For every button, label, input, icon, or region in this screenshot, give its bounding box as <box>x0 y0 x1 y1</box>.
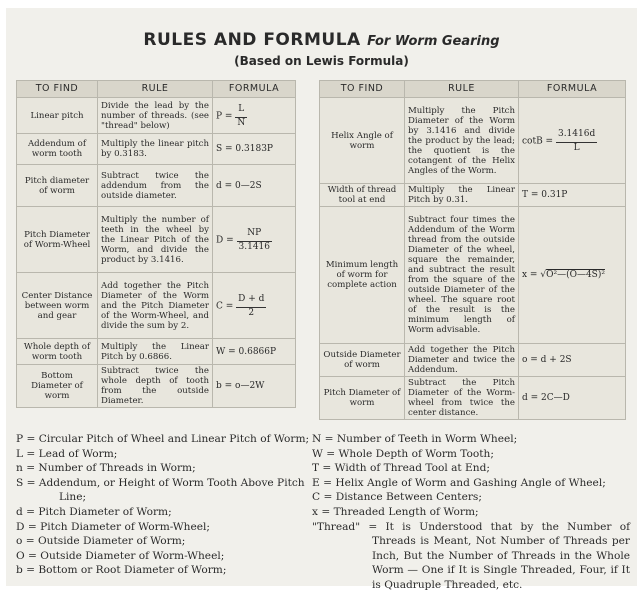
formula-lhs: P = <box>216 111 233 121</box>
header-rule: RULE <box>405 81 519 98</box>
table-row <box>17 134 296 165</box>
header-formula: FORMULA <box>213 81 296 98</box>
legend-entry: W = Whole Depth of Worm Tooth; <box>312 447 494 460</box>
fraction-numerator: 3.1416d <box>557 128 596 139</box>
formula-lhs: x = √ <box>522 270 547 280</box>
legend-entry: n = Number of Threads in Worm; <box>16 462 196 475</box>
cell-formula <box>519 207 626 344</box>
table-row <box>17 365 296 408</box>
cell-formula: o = d + 2S <box>519 344 626 377</box>
formula-table-left <box>16 80 296 408</box>
legend-entry: P = Circular Pitch of Wheel and Linear Pitch of Worm; <box>16 433 310 445</box>
formula-fraction <box>237 228 273 252</box>
cell-to-find: Width of thread tool at end <box>320 184 405 207</box>
fraction-denominator: N <box>237 117 246 128</box>
legend-entry: N = Number of Teeth in Worm Wheel; <box>312 433 518 445</box>
cell-formula <box>213 98 296 134</box>
fraction-numerator: NP <box>247 227 262 238</box>
cell-to-find: Pitch Diameter of worm <box>320 377 405 420</box>
fraction-denominator: 2 <box>236 307 266 318</box>
fraction-numerator: L <box>238 103 245 114</box>
legend-entry: O = Outside Diameter of Worm-Wheel; <box>16 549 225 562</box>
cell-rule: Add together the Pitch Diameter and twice the Addendum. <box>405 344 519 377</box>
formula-radicand: O²—(O—4S)² <box>546 270 605 280</box>
table-row <box>17 165 296 207</box>
legend-entry: L = Lead of Worm; <box>16 447 118 460</box>
cell-formula <box>213 207 296 273</box>
legend-entry-thread-note: "Thread" = It is Understood that by the Number of Threads is Meant, Not Number of Threads per Inch, But the Number of Threads in the Whole Worm — One if It is Single Threaded, Four, if It is Quadruple Threaded, etc. <box>312 520 630 591</box>
cell-rule: Divide the lead by the number of threads. (see "thread" below) <box>98 98 213 134</box>
header-to-find: TO FIND <box>17 81 98 98</box>
document-page <box>6 8 637 591</box>
table-header-row <box>17 81 296 98</box>
table-row <box>17 207 296 273</box>
legend-entry: D = Pitch Diameter of Worm-Wheel; <box>16 520 211 533</box>
cell-formula: T = 0.31P <box>519 184 626 207</box>
cell-rule: Multiply the linear pitch by 0.3183. <box>98 134 213 165</box>
legend-entry: E = Helix Angle of Worm and Gashing Angle of Wheel; <box>312 476 606 489</box>
cell-rule: Subtract twice the addendum from the outside diameter. <box>98 165 213 207</box>
table-row <box>17 339 296 365</box>
cell-to-find: Whole depth of worm tooth <box>17 339 98 365</box>
cell-rule: Multiply the Linear Pitch by 0.6866. <box>98 339 213 365</box>
formula-fraction <box>235 104 247 128</box>
title-main: RULES AND FORMULA <box>143 30 361 50</box>
table-row <box>320 184 626 207</box>
cell-formula <box>213 273 296 339</box>
cell-rule: Multiply the Pitch Diameter of the Worm by 3.1416 and divide the product by the lead; the quotient is the cotangent of the Helix Angles of the Worm. <box>405 98 519 184</box>
cell-formula: b = o—2W <box>213 365 296 408</box>
symbol-legend-left <box>16 432 316 578</box>
cell-formula: d = 2C—D <box>519 377 626 420</box>
document-subtitle: (Based on Lewis Formula) <box>234 54 409 68</box>
cell-to-find: Pitch Diameter of Worm-Wheel <box>17 207 98 273</box>
cell-to-find: Helix Angle of worm <box>320 98 405 184</box>
formula-lhs: C = <box>216 301 234 311</box>
cell-rule: Add together the Pitch Diameter of the Worm and the Pitch Diameter of the Worm-Wheel, and divide the sum by 2. <box>98 273 213 339</box>
legend-entry: C = Distance Between Centers; <box>312 491 482 504</box>
table-row <box>17 98 296 134</box>
cell-to-find: Outside Diameter of worm <box>320 344 405 377</box>
fraction-denominator: L <box>556 142 597 153</box>
legend-entry: S = Addendum, or Height of Worm Tooth Above Pitch Line; <box>16 476 305 504</box>
cell-to-find: Center Distance between worm and gear <box>17 273 98 339</box>
table-row <box>320 98 626 184</box>
table-row <box>320 344 626 377</box>
legend-entry: b = Bottom or Root Diameter of Worm; <box>16 564 227 577</box>
cell-to-find: Pitch diameter of worm <box>17 165 98 207</box>
header-to-find: TO FIND <box>320 81 405 98</box>
cell-to-find: Bottom Diameter of worm <box>17 365 98 408</box>
cell-formula <box>519 98 626 184</box>
cell-rule: Subtract the Pitch Diameter of the Worm-wheel from twice the center distance. <box>405 377 519 420</box>
formula-table-right <box>319 80 626 420</box>
cell-rule: Multiply the number of teeth in the wheel by the Linear Pitch of the Worm, and divide the product by 3.1416. <box>98 207 213 273</box>
legend-entry: T = Width of Thread Tool at End; <box>312 462 490 475</box>
symbol-legend-right <box>312 432 630 593</box>
cell-to-find: Minimum length of worm for complete action <box>320 207 405 344</box>
formula-fraction <box>236 294 266 318</box>
fraction-numerator: D + d <box>238 293 265 304</box>
table-row <box>17 273 296 339</box>
cell-rule: Subtract four times the Addendum of the Worm thread from the outside Diameter of the wheel, square the remainder, and subtract the result from the square of the outside Diameter of the wheel. The square root of the result is the minimum length of Worm advisable. <box>405 207 519 344</box>
title-suffix: For Worm Gearing <box>367 34 500 49</box>
cell-to-find: Addendum of worm tooth <box>17 134 98 165</box>
formula-lhs: D = <box>216 235 234 245</box>
legend-entry: x = Threaded Length of Worm; <box>312 505 479 518</box>
header-rule: RULE <box>98 81 213 98</box>
cell-rule: Subtract twice the whole depth of tooth from the outside Diameter. <box>98 365 213 408</box>
document-title <box>6 30 637 50</box>
cell-formula: d = 0—2S <box>213 165 296 207</box>
cell-formula: W = 0.6866P <box>213 339 296 365</box>
cell-formula: S = 0.3183P <box>213 134 296 165</box>
cell-to-find: Linear pitch <box>17 98 98 134</box>
fraction-denominator: 3.1416 <box>238 241 270 252</box>
table-header-row <box>320 81 626 98</box>
table-row <box>320 207 626 344</box>
legend-entry: d = Pitch Diameter of Worm; <box>16 505 172 518</box>
header-formula: FORMULA <box>519 81 626 98</box>
formula-lhs: cotB = <box>522 136 554 146</box>
formula-fraction <box>556 129 597 153</box>
legend-entry: o = Outside Diameter of Worm; <box>16 535 186 548</box>
cell-rule: Multiply the Linear Pitch by 0.31. <box>405 184 519 207</box>
table-row <box>320 377 626 420</box>
